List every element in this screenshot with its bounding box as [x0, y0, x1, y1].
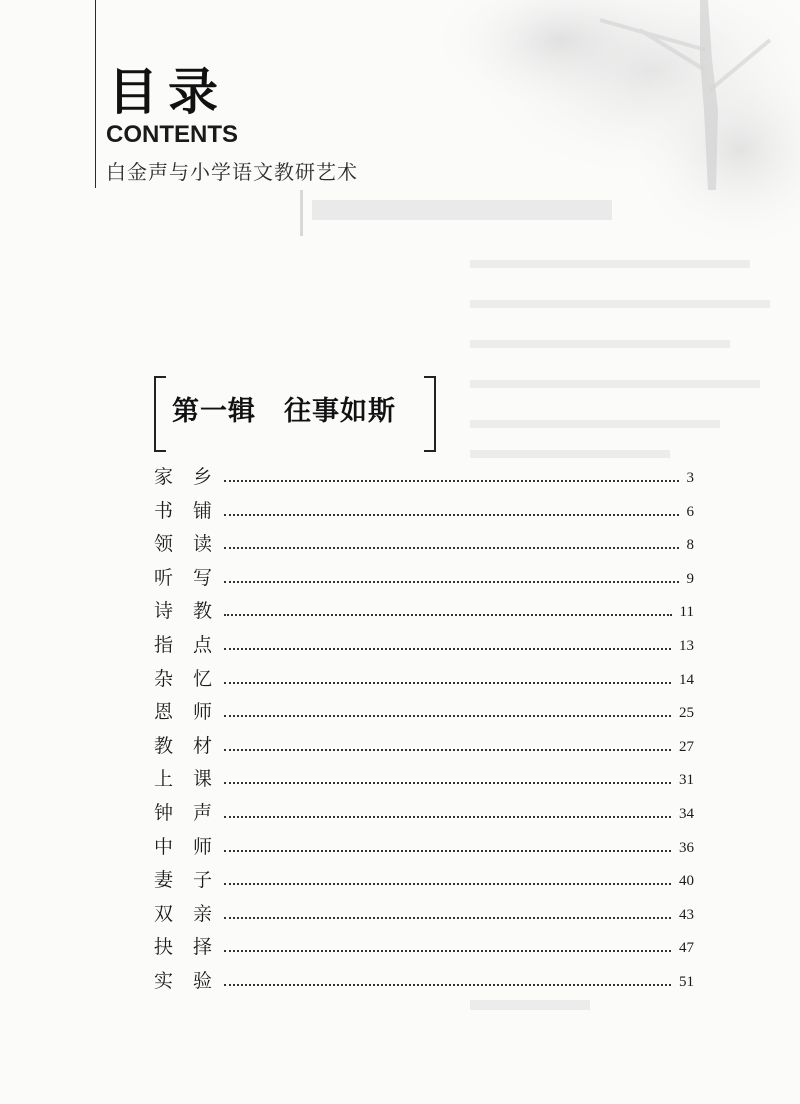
toc-page-number: 14	[679, 671, 694, 688]
toc-entry-char: 声	[192, 801, 212, 824]
section-title: 第一辑 往事如斯	[172, 396, 396, 427]
toc-page-number: 6	[686, 503, 694, 520]
toc-entry-char: 材	[192, 734, 212, 757]
toc-entry-char: 教	[192, 600, 212, 623]
dot-leader	[224, 510, 679, 516]
toc-entry-title	[154, 800, 212, 826]
toc-entry-title	[154, 901, 212, 927]
toc-entry-char: 读	[192, 533, 212, 556]
toc-entry-char: 双	[154, 902, 174, 925]
toc-entry-char: 恩	[154, 701, 174, 724]
toc-entry-char: 听	[154, 566, 174, 589]
toc-entry-char: 指	[154, 633, 174, 656]
section-heading	[154, 376, 436, 452]
toc-row[interactable]	[154, 762, 696, 796]
toc-entry-title	[154, 867, 212, 893]
dot-leader	[224, 879, 671, 885]
toc-row[interactable]	[154, 830, 696, 864]
toc-entry-char: 择	[192, 936, 212, 959]
toc-entry-char: 铺	[192, 499, 212, 522]
dot-leader	[224, 543, 679, 549]
toc-page-number: 3	[686, 470, 694, 486]
toc-entry-title	[154, 934, 212, 960]
dot-leader	[224, 778, 671, 784]
toc-row[interactable]	[154, 527, 696, 561]
toc-row[interactable]	[154, 796, 696, 830]
toc-entry-char: 教	[154, 734, 174, 757]
toc-page-number: 34	[679, 805, 694, 822]
toc-row[interactable]	[154, 494, 696, 528]
toc-entry-char: 子	[192, 869, 212, 892]
toc-entry-title	[154, 733, 212, 759]
toc-page-number: 36	[679, 839, 694, 856]
page-title-english: CONTENTS	[106, 121, 238, 148]
toc-page-number: 31	[679, 772, 694, 789]
toc-page-number: 11	[679, 604, 694, 621]
page-title: 目录	[108, 63, 228, 121]
dot-leader	[224, 577, 679, 583]
dot-leader	[224, 711, 671, 717]
toc-entry-char: 点	[192, 633, 212, 656]
dot-leader	[224, 476, 679, 482]
toc-entry-title	[154, 666, 212, 692]
dot-leader	[224, 644, 671, 650]
toc-page-number: 25	[679, 705, 694, 722]
toc-entry-title	[154, 968, 212, 994]
toc-row[interactable]	[154, 460, 696, 494]
right-bracket	[424, 376, 436, 452]
left-bracket	[154, 376, 166, 452]
toc-entry-char: 亲	[192, 902, 212, 925]
toc-entry-title	[154, 531, 212, 557]
toc-entry-char: 书	[154, 499, 174, 522]
toc-entry-char: 抉	[154, 936, 174, 959]
toc-row[interactable]	[154, 863, 696, 897]
toc-entry-title	[154, 498, 212, 524]
toc-page-number: 27	[679, 738, 694, 755]
toc-entry-title	[154, 699, 212, 725]
toc-page-number: 13	[679, 637, 694, 654]
dot-leader	[224, 610, 672, 616]
toc-row[interactable]	[154, 662, 696, 696]
toc-entry-char: 上	[154, 768, 174, 791]
toc-page-number: 8	[686, 537, 694, 554]
dot-leader	[224, 980, 671, 986]
toc-row[interactable]	[154, 964, 696, 998]
toc-row[interactable]	[154, 729, 696, 763]
toc-entry-char: 家	[154, 466, 174, 488]
toc-entry-char: 实	[154, 969, 174, 992]
toc-entry-title	[154, 632, 212, 658]
dot-leader	[224, 846, 671, 852]
dot-leader	[224, 913, 671, 919]
toc-row[interactable]	[154, 561, 696, 595]
toc-entry-char: 师	[192, 701, 212, 724]
toc-row[interactable]	[154, 695, 696, 729]
dot-leader	[224, 745, 671, 751]
toc-page-number: 9	[686, 570, 694, 587]
toc-entry-title	[154, 766, 212, 792]
toc-page-number: 40	[679, 873, 694, 890]
toc-entry-char: 杂	[154, 667, 174, 690]
toc-row[interactable]	[154, 897, 696, 931]
toc-entry-title	[154, 598, 212, 624]
toc-entry-char: 验	[192, 969, 212, 992]
toc-entry-title	[154, 464, 212, 490]
toc-row[interactable]	[154, 628, 696, 662]
dot-leader	[224, 678, 671, 684]
header-vertical-rule	[95, 0, 96, 188]
dot-leader	[224, 812, 671, 818]
toc-entry-char: 乡	[192, 466, 212, 488]
toc-entry-char: 钟	[154, 801, 174, 824]
toc-entry-title	[154, 834, 212, 860]
toc-entry-char: 师	[192, 835, 212, 858]
toc-entry-char: 中	[154, 835, 174, 858]
toc-page-number: 47	[679, 940, 694, 957]
table-of-contents	[154, 460, 696, 998]
toc-entry-char: 诗	[154, 600, 174, 623]
toc-page-number: 43	[679, 906, 694, 923]
book-title: 白金声与小学语文教研艺术	[106, 160, 358, 184]
dot-leader	[224, 946, 671, 952]
toc-page-number: 51	[679, 973, 694, 990]
toc-entry-char: 妻	[154, 869, 174, 892]
toc-entry-title	[154, 565, 212, 591]
toc-row[interactable]	[154, 594, 696, 628]
toc-entry-char: 课	[192, 768, 212, 791]
toc-entry-char: 忆	[192, 667, 212, 690]
toc-entry-char: 写	[192, 566, 212, 589]
toc-entry-char: 领	[154, 533, 174, 556]
toc-row[interactable]	[154, 930, 696, 964]
